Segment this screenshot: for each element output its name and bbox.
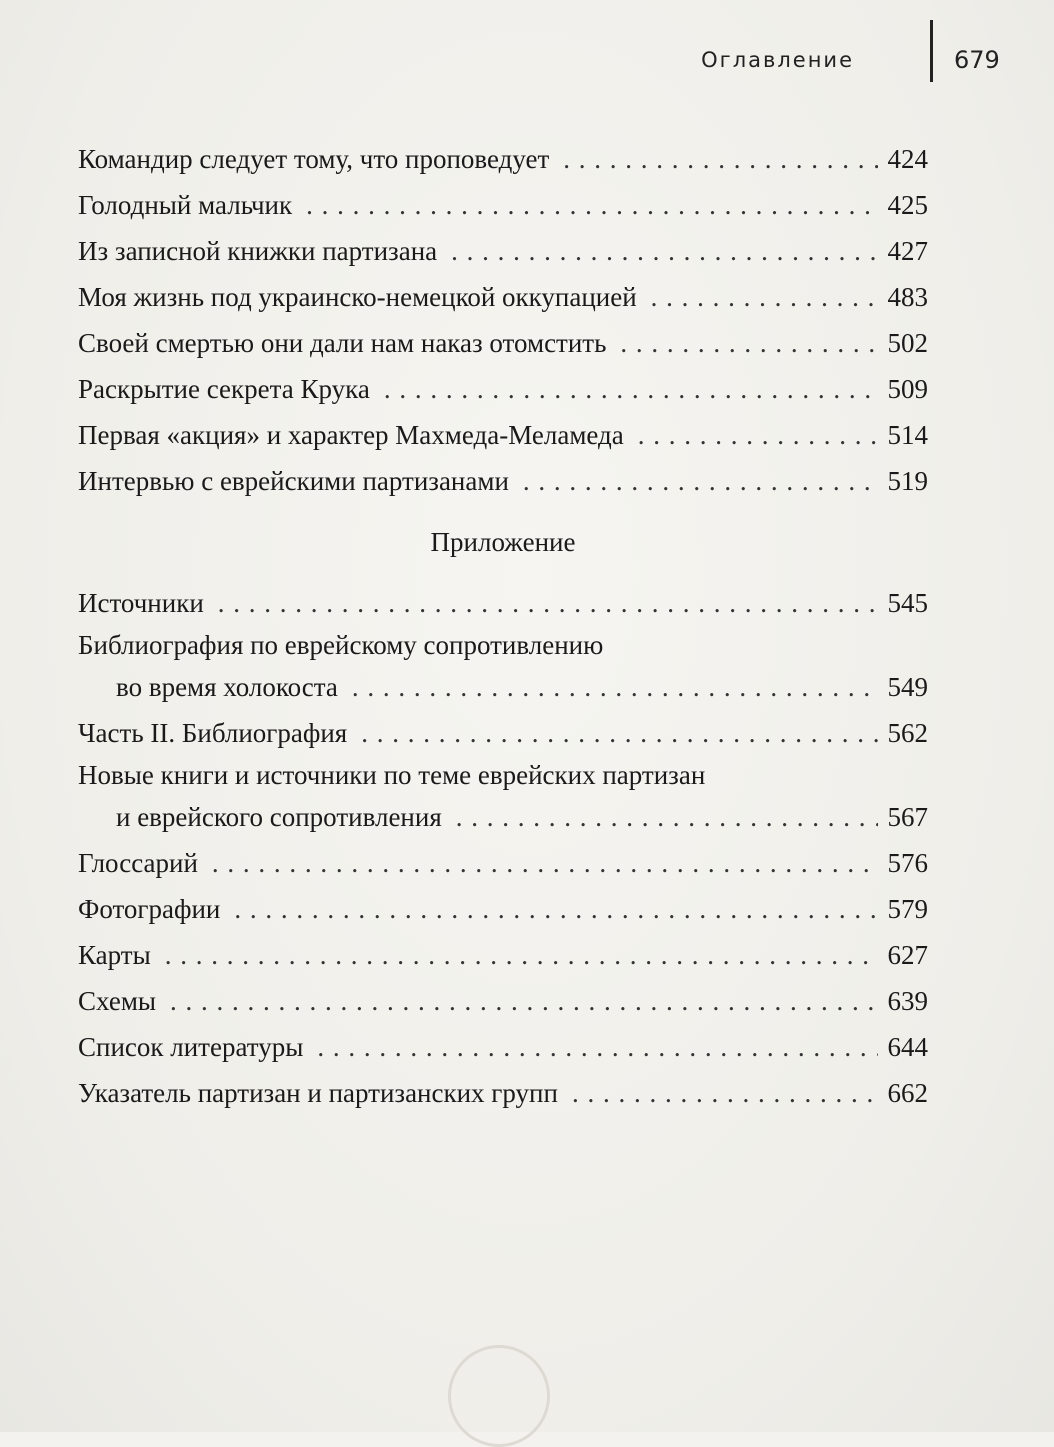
toc-entry (78, 1024, 928, 1070)
toc-entry-title: Раскрытие секрета Крука (78, 374, 370, 404)
dot-leader (306, 182, 877, 228)
toc-entry (78, 320, 928, 366)
toc-entry (78, 756, 928, 840)
toc-entry-title: Моя жизнь под украинско-немецкой оккупацией (78, 282, 637, 312)
dot-leader (234, 886, 877, 932)
toc-entry-page: 502 (887, 328, 928, 358)
table-of-contents (78, 136, 928, 1116)
appendix-heading: Приложение (430, 527, 576, 557)
toc-entry-page: 509 (887, 374, 928, 404)
toc-entry-page: 425 (887, 190, 928, 220)
toc-entry (78, 710, 928, 756)
toc-entry-title: Своей смертью они дали нам наказ отомстить (78, 328, 607, 358)
toc-entry (78, 1070, 928, 1116)
toc-entry (78, 626, 928, 710)
dot-leader (317, 1024, 877, 1070)
running-head (700, 44, 1000, 84)
toc-entry (78, 458, 928, 504)
toc-entry-title: Голодный мальчик (78, 190, 293, 220)
toc-entry (78, 886, 928, 932)
toc-entry-title: Командир следует тому, что проповедует (78, 144, 550, 174)
toc-entry-page: 483 (887, 282, 928, 312)
dot-leader (638, 412, 878, 458)
dot-leader (212, 840, 878, 886)
dot-leader (651, 274, 878, 320)
toc-entry-page: 562 (887, 718, 928, 748)
page-number: 679 (954, 46, 1000, 74)
toc-entry (78, 580, 928, 626)
dot-leader (456, 794, 878, 840)
toc-entry-title: Указатель партизан и партизанских групп (78, 1078, 558, 1108)
dot-leader (563, 136, 877, 182)
toc-entry-title: Интервью с еврейскими партизанами (78, 466, 509, 496)
dot-leader (165, 932, 878, 978)
dot-leader (523, 458, 878, 504)
toc-entry-title: Фотографии (78, 894, 221, 924)
toc-entry-title: Новые книги и источники по теме еврейских партизан (78, 760, 706, 790)
toc-entry-title: Глоссарий (78, 848, 198, 878)
toc-entry (78, 274, 928, 320)
dot-leader (361, 710, 877, 756)
toc-entry-title: Первая «акция» и характер Махмеда-Меламеда (78, 420, 624, 450)
toc-entry-title: Схемы (78, 986, 157, 1016)
toc-entry-title: Библиография по еврейскому сопротивлению (78, 630, 604, 660)
toc-entry-page: 576 (887, 848, 928, 878)
toc-entry (78, 136, 928, 182)
toc-entry (78, 840, 928, 886)
toc-entry (78, 182, 928, 228)
toc-entry-page: 549 (887, 672, 928, 702)
toc-entry-page: 644 (887, 1032, 928, 1062)
toc-entry-page: 427 (887, 236, 928, 266)
toc-entry-page: 424 (887, 144, 928, 174)
toc-entry-title: Из записной книжки партизана (78, 236, 438, 266)
toc-entry-title: Список литературы (78, 1032, 304, 1062)
toc-entry (78, 978, 928, 1024)
toc-entry-page: 514 (887, 420, 928, 450)
running-head-rule (930, 20, 933, 82)
toc-entry (78, 366, 928, 412)
toc-entry-page: 519 (887, 466, 928, 496)
running-head-title: Оглавление (701, 48, 854, 72)
toc-entry-title: Часть II. Библиография (78, 718, 348, 748)
toc-entry-page: 662 (887, 1078, 928, 1108)
toc-entry (78, 228, 928, 274)
toc-entry-title: Карты (78, 940, 151, 970)
dot-leader (170, 978, 877, 1024)
toc-entry-page: 639 (887, 986, 928, 1016)
toc-entry (78, 412, 928, 458)
dot-leader (572, 1070, 878, 1116)
dot-leader (384, 366, 878, 412)
dot-leader (451, 228, 877, 274)
dot-leader (218, 580, 878, 626)
toc-entry-page: 567 (887, 802, 928, 832)
dot-leader (620, 320, 877, 366)
toc-entry-title: Источники (78, 588, 204, 618)
toc-entry-page: 627 (887, 940, 928, 970)
toc-entry-title-continued: и еврейского сопротивления (116, 802, 442, 832)
toc-entry-title-continued: во время холокоста (116, 672, 338, 702)
toc-entry (78, 932, 928, 978)
dot-leader (352, 664, 878, 710)
toc-entry-page: 579 (887, 894, 928, 924)
toc-entry-page: 545 (887, 588, 928, 618)
